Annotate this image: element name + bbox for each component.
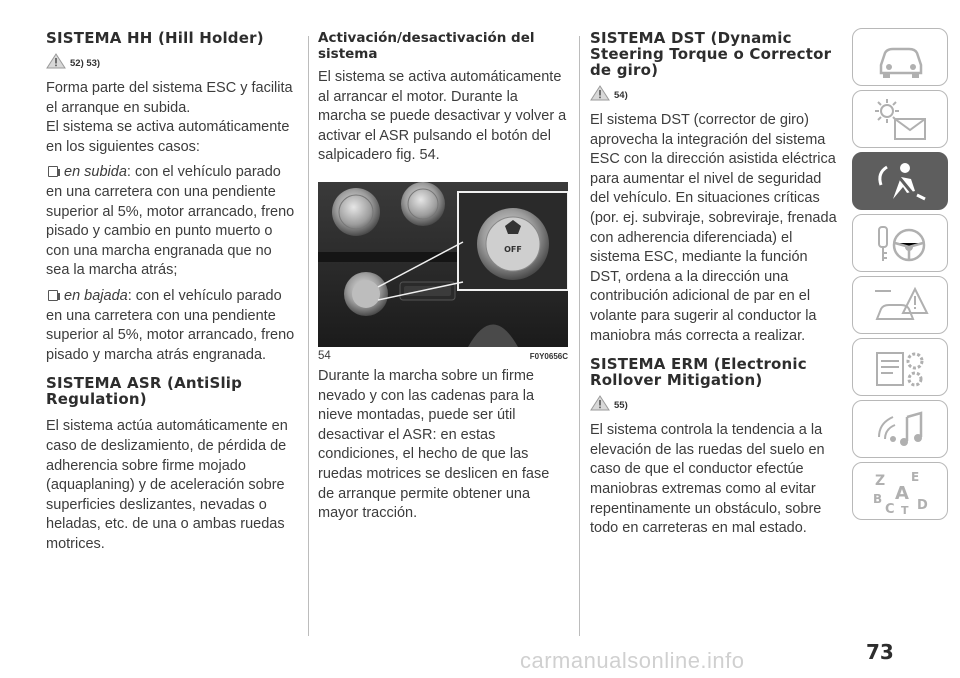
snow-paragraph: Durante la marcha sobre un firme nevado y con las cadenas para la nieve montadas, puede ser útil desactivar el ASR: en estas condiciones, el hecho de que las ruedas motrices se deslicen en fase de arranque permite obtener una mayor tracción. xyxy=(318,367,550,522)
warning-triangle-icon xyxy=(590,395,610,411)
tab-index[interactable] xyxy=(852,462,948,520)
hh-paragraph-2: El sistema se activa automáticamente en los siguientes casos: xyxy=(46,119,290,155)
erm-warning-reference xyxy=(590,393,840,411)
activation-section-title: Activación/desactivación del sistema xyxy=(318,30,535,62)
figure-54 xyxy=(318,182,568,367)
breakdown-icon xyxy=(871,283,931,329)
maintenance-icon xyxy=(871,345,931,391)
tab-car[interactable] xyxy=(852,28,948,86)
index-letter: Z xyxy=(875,473,886,489)
chapter-tabs xyxy=(852,28,950,524)
dst-section-title: SISTEMA DST (Dynamic Steering Torque o Corrector de giro) xyxy=(590,29,832,79)
bullet-marker-icon xyxy=(48,166,58,177)
tab-maintenance[interactable] xyxy=(852,338,948,396)
dst-paragraph: El sistema DST (corrector de giro) aprovecha la integración del sistema ESC con la dirección asistida eléctrica para aumentar el nivel de seguridad del vehículo. En situaciones críticas (por. ej. subviraje, sobreviraje, frenada con adherencia diferenciada) el sistema ESC, mediante la función DST, ordena a la dirección una contribución adicional de par en el volante para sugerir al conductor la maniobra más correcta a realizar. xyxy=(590,112,837,344)
dashboard-photo-image xyxy=(318,182,568,347)
asr-paragraph: El sistema actúa automáticamente en caso de deslizamiento, de pérdida de adherencia sobre firme mojado (aquaplaning) y de aceleración sobre superficies deslizantes, nevadas o heladas, etc. de una o ambas ruedas motrices. xyxy=(46,418,288,552)
warning-triangle-icon xyxy=(46,53,66,69)
column-1 xyxy=(46,30,298,554)
warning-lights-icon xyxy=(871,97,931,143)
index-letter: A xyxy=(895,483,909,504)
dashboard-photo xyxy=(318,182,568,347)
dst-warning-reference xyxy=(590,83,840,101)
car-icon xyxy=(871,35,931,81)
column-divider-2 xyxy=(579,36,580,636)
index-letter: T xyxy=(901,504,909,515)
warning-triangle-icon xyxy=(590,85,610,101)
hh-ref-numbers: 52) 53) xyxy=(70,58,101,69)
index-letter: B xyxy=(873,492,883,506)
activation-paragraph: El sistema se activa automáticamente al arrancar el motor. Durante la marcha se puede desactivar y volver a activar el ASR pulsando el botón del salpicadero fig. 54. xyxy=(318,69,567,164)
tab-multimedia[interactable] xyxy=(852,400,948,458)
bullet-marker-icon xyxy=(48,290,58,301)
bullet-downhill-text: : con el vehículo parado en una carretera con una pendiente superior al 5%, motor arrancado, freno pisado y marcha atrás engranada. xyxy=(46,287,295,363)
column-2 xyxy=(318,30,568,524)
tab-safety[interactable] xyxy=(852,152,948,210)
tab-start-driving[interactable] xyxy=(852,214,948,272)
bullet-downhill-term: en bajada xyxy=(64,287,128,304)
figure-caption xyxy=(318,350,568,362)
column-3 xyxy=(590,30,840,539)
tab-warning-lights[interactable] xyxy=(852,90,948,148)
erm-paragraph: El sistema controla la tendencia a la elevación de las ruedas del suelo en caso de que el conductor efectúe maniobras extremas como al evitar repentinamente un obstáculo, sobre todo en carreteras en mal estado. xyxy=(590,422,825,537)
bullet-uphill-term: en subida xyxy=(64,164,127,181)
tab-emergency[interactable] xyxy=(852,276,948,334)
index-icon xyxy=(871,469,931,515)
erm-ref-numbers: 55) xyxy=(614,400,628,412)
multimedia-icon xyxy=(871,407,931,453)
airbag-seatbelt-icon xyxy=(871,159,931,205)
column-divider-1 xyxy=(308,36,309,636)
bullet-item-downhill xyxy=(46,287,298,365)
erm-section-title: SISTEMA ERM (Electronic Rollover Mitigation) xyxy=(590,355,807,390)
hh-section-title: SISTEMA HH (Hill Holder) xyxy=(46,29,264,47)
watermark: carmanualsonline.info xyxy=(520,648,745,673)
hh-warning-reference xyxy=(46,51,298,69)
key-steering-icon xyxy=(871,221,931,267)
dst-ref-numbers: 54) xyxy=(614,90,628,101)
figure-code: F0Y0656C xyxy=(529,351,568,361)
hh-paragraph-1: Forma parte del sistema ESC y facilita el arranque en subida. xyxy=(46,80,293,116)
index-letter: C xyxy=(885,502,895,515)
bullet-uphill-text: : con el vehículo parado en una carretera con una pendiente superior al 5%, motor arrancado, freno pisado y cambio en punto muerto o con una marcha engranada que no sea la marcha atrás; xyxy=(46,164,295,279)
off-button-label: OFF xyxy=(504,244,522,254)
figure-number: 54 xyxy=(318,349,331,362)
index-letter: E xyxy=(911,470,920,484)
bullet-item-uphill xyxy=(46,163,298,281)
index-letter: D xyxy=(917,498,928,513)
page-number: 73 xyxy=(866,640,894,664)
asr-section-title: SISTEMA ASR (AntiSlip Regulation) xyxy=(46,374,243,409)
